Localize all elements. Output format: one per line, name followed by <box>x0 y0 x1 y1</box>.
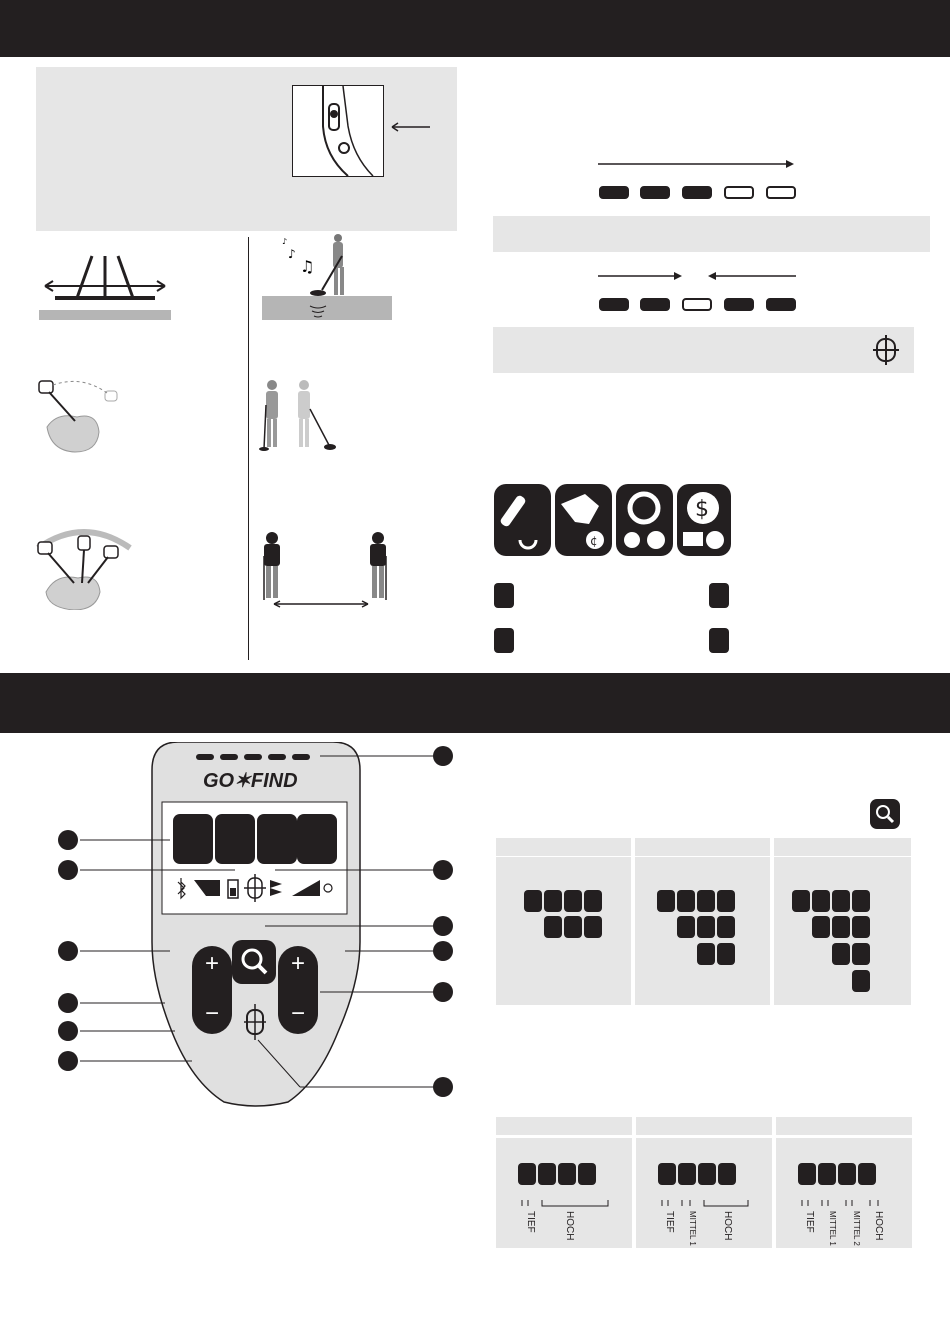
depth-label-tief: TIEF <box>664 1211 675 1233</box>
nail-magnet-icon <box>494 484 551 556</box>
callout-9 <box>433 916 453 936</box>
led-1b <box>599 298 629 311</box>
led-5 <box>766 186 796 199</box>
iron-legend-icon <box>494 628 514 653</box>
depth-label-tief: TIEF <box>525 1211 536 1233</box>
depth-label-hoch: HOCH <box>722 1211 733 1241</box>
pinpoint-icon <box>871 335 901 365</box>
distance-figures <box>258 530 393 610</box>
depth-label-hoch: HOCH <box>564 1211 575 1241</box>
posture-figures <box>258 379 338 453</box>
depth-table-head-3 <box>776 1117 912 1135</box>
svg-text:¢: ¢ <box>590 534 598 548</box>
switch-photo <box>292 85 384 177</box>
iron-fragment-icon <box>555 484 612 556</box>
depth-label-mittel-1: MITTEL 1 <box>828 1211 837 1246</box>
depth-table-col-3 <box>776 1138 912 1248</box>
mode-table-head-3 <box>774 838 911 856</box>
callout-4 <box>58 993 78 1013</box>
info-bar-1 <box>493 216 930 252</box>
mode-table-col-1 <box>496 857 631 1005</box>
callout-1 <box>58 830 78 850</box>
info-bar-2 <box>493 327 914 373</box>
column-divider <box>248 237 249 660</box>
callout-12 <box>433 1077 453 1097</box>
dollar-coin-icon <box>677 484 731 556</box>
switch-arrow <box>388 121 430 133</box>
led-5b <box>766 298 796 311</box>
callout-6 <box>58 1051 78 1071</box>
depth-table-col-2 <box>636 1138 772 1248</box>
dollar-legend-icon <box>709 628 729 653</box>
hand-swing-2 <box>34 528 134 610</box>
power-switch-panel <box>36 67 457 231</box>
sensitivity-minus[interactable]: − <box>204 1000 219 1027</box>
detecting-person <box>262 232 394 322</box>
search-icon <box>870 799 900 829</box>
callout-5 <box>58 1021 78 1041</box>
led-progress-arrow <box>598 158 798 170</box>
svg-text:♪: ♪ <box>288 247 296 261</box>
callout-8 <box>433 860 453 880</box>
volume-minus[interactable]: − <box>290 1000 305 1027</box>
callout-2 <box>58 860 78 880</box>
svg-text:$: $ <box>695 497 709 522</box>
led-center-arrows <box>598 270 798 282</box>
callout-3 <box>58 941 78 961</box>
depth-label-hoch: HOCH <box>873 1211 884 1241</box>
led-3b <box>682 298 712 311</box>
svg-text:♫: ♫ <box>300 257 315 276</box>
mode-table-col-3 <box>774 857 911 1005</box>
svg-text:♪: ♪ <box>282 237 288 246</box>
depth-label-tief: TIEF <box>804 1211 815 1233</box>
nail-legend-icon <box>494 583 514 608</box>
led-1 <box>599 186 629 199</box>
depth-table-col-1 <box>496 1138 632 1248</box>
depth-table-head-2 <box>636 1117 772 1135</box>
search-indicator <box>870 799 900 829</box>
led-4 <box>724 186 754 199</box>
callout-10 <box>433 941 453 961</box>
led-2 <box>640 186 670 199</box>
led-3 <box>682 186 712 199</box>
mode-table-head-1 <box>496 838 631 856</box>
callout-lines <box>0 740 460 1100</box>
mode-table-head-2 <box>635 838 770 856</box>
sensitivity-plus[interactable]: + <box>204 950 219 977</box>
sweep-diagram <box>37 252 172 322</box>
section-header-band <box>0 673 950 733</box>
depth-table-head-1 <box>496 1117 632 1135</box>
led-4b <box>724 298 754 311</box>
depth-label-mittel-2: MITTEL 2 <box>852 1211 861 1246</box>
mode-table-col-2 <box>635 857 770 1005</box>
depth-label-mittel-1: MITTEL 1 <box>688 1211 697 1246</box>
ring-coin-icon <box>616 484 673 556</box>
led-2b <box>640 298 670 311</box>
callout-7 <box>433 746 453 766</box>
volume-plus[interactable]: + <box>290 950 305 977</box>
ring-legend-icon <box>709 583 729 608</box>
hand-swing-1 <box>37 377 127 457</box>
top-header-band <box>0 0 950 57</box>
brand-logo: GO✶FIND <box>203 770 298 792</box>
callout-11 <box>433 982 453 1002</box>
